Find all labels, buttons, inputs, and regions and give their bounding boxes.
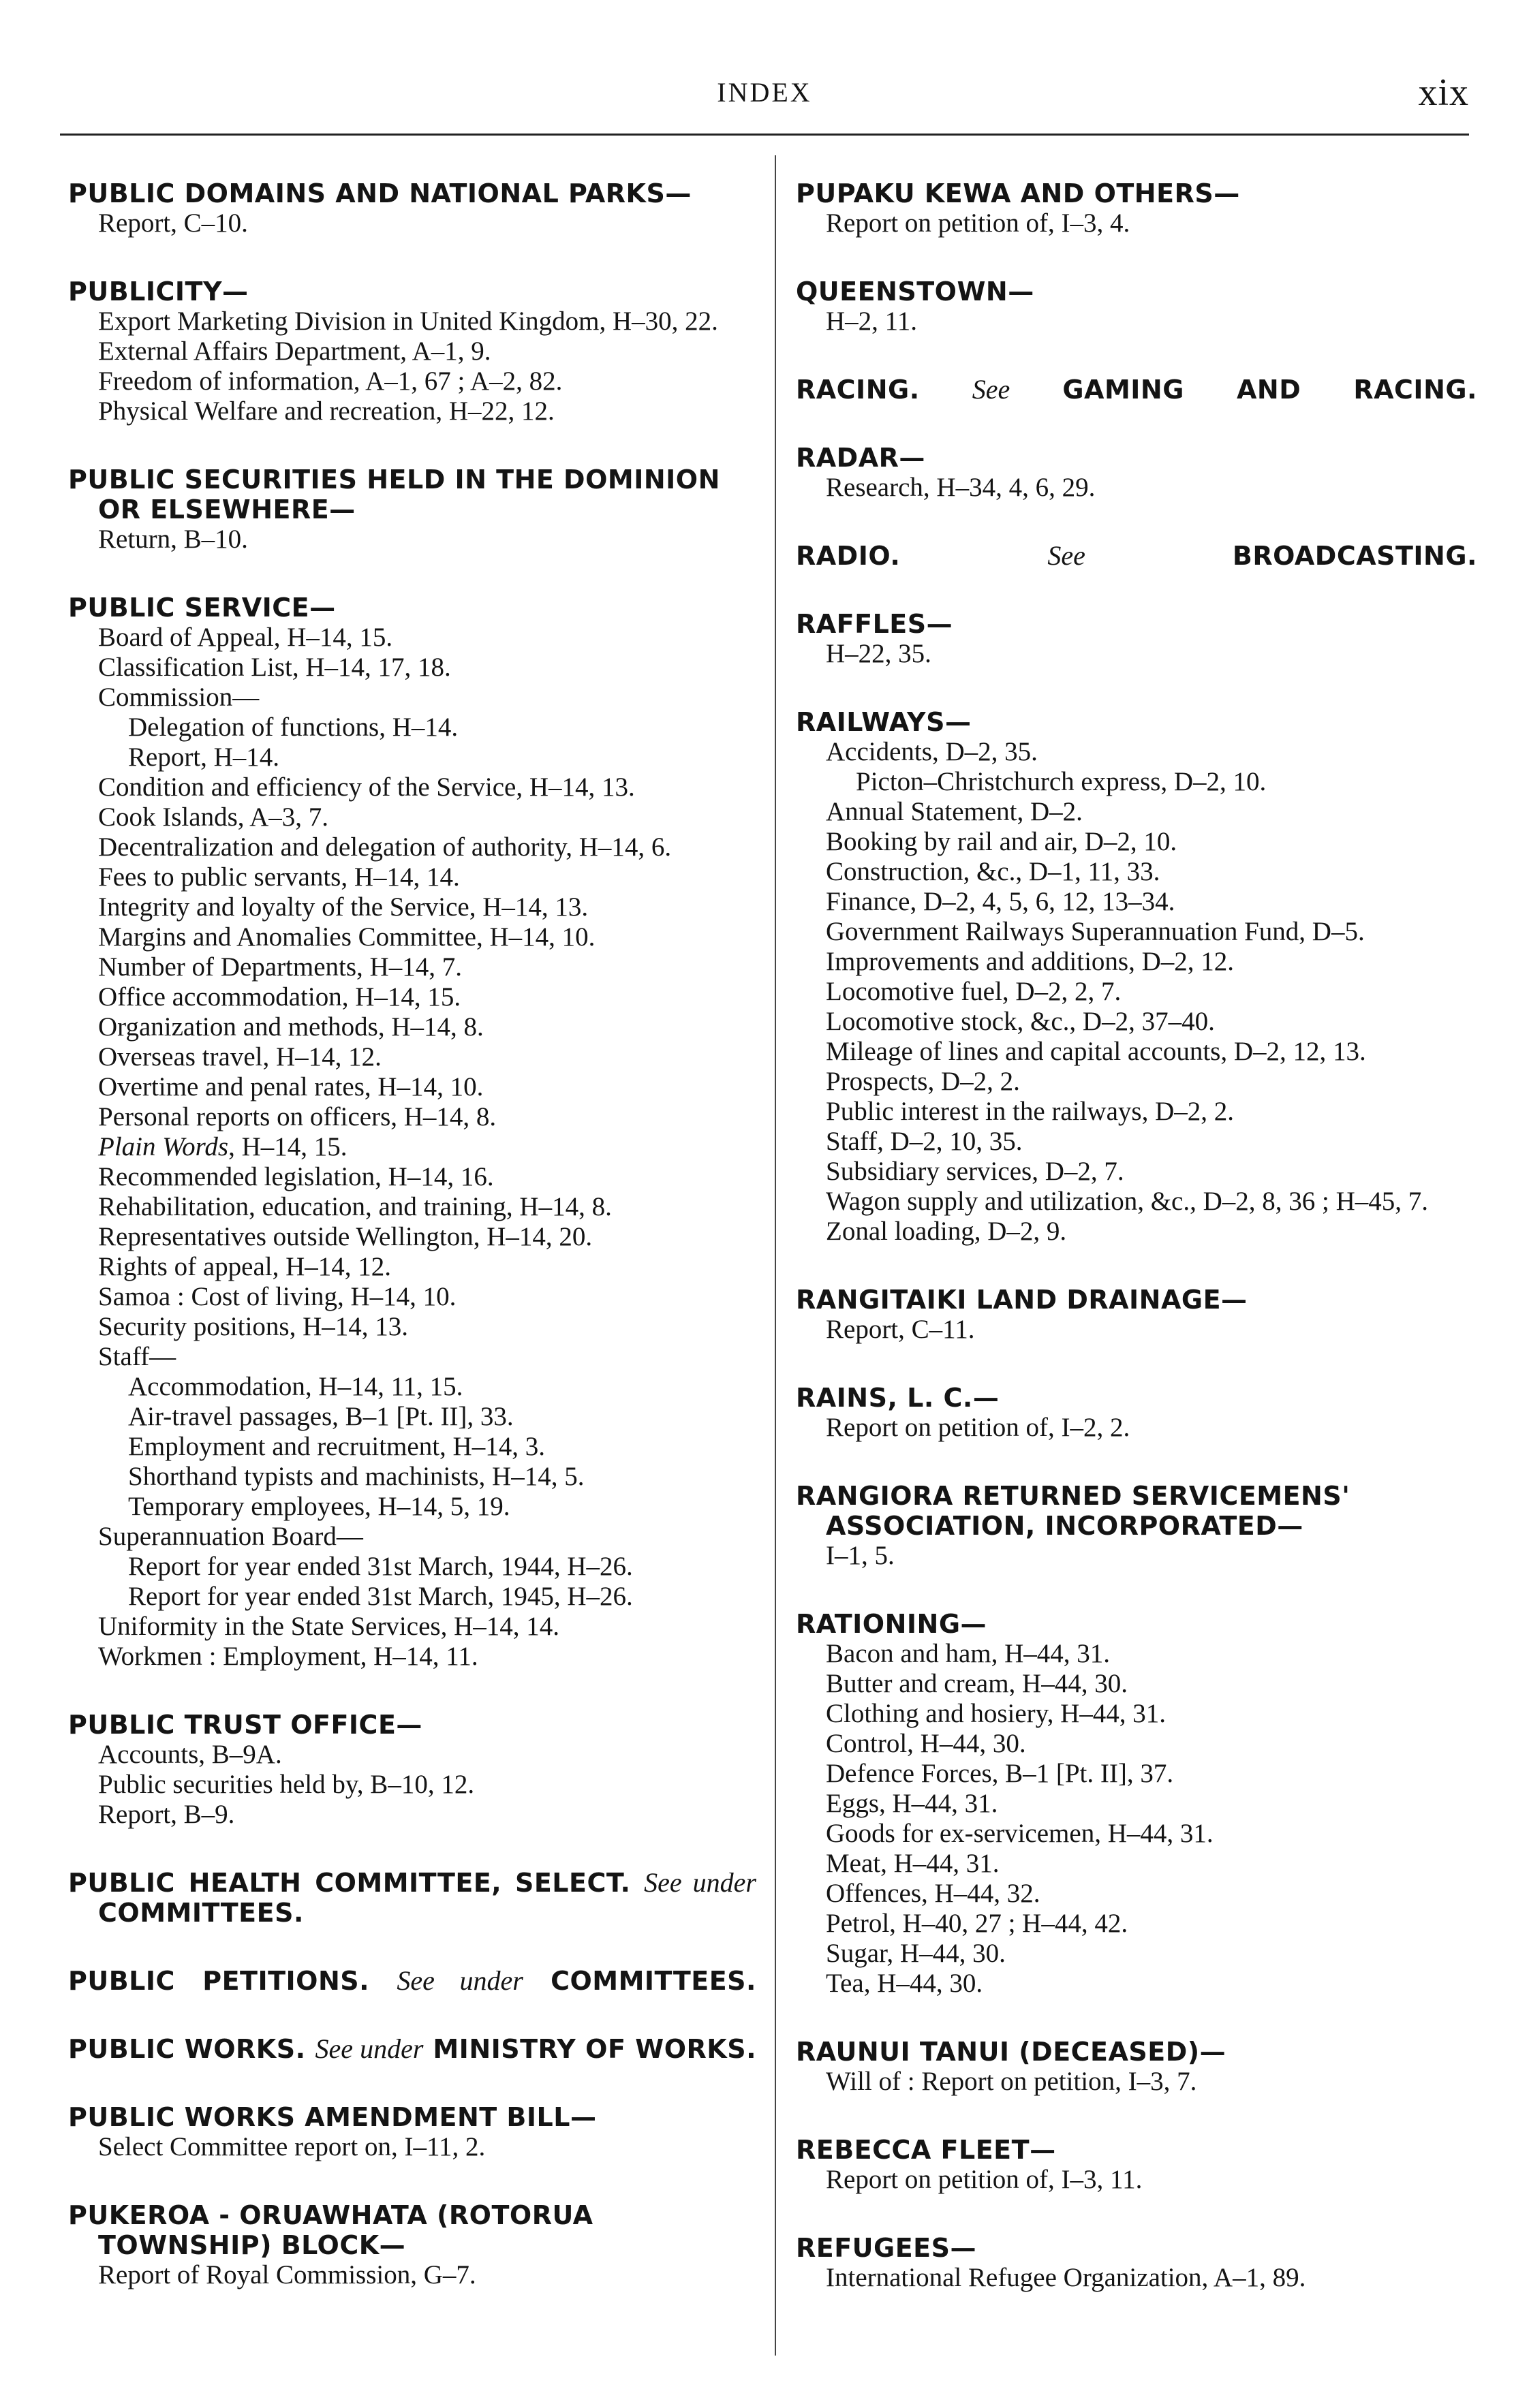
index-subentry: [68, 952, 756, 982]
entry-heading: [68, 1868, 756, 1928]
heading-text: PUBLIC WORKS AMENDMENT BILL—: [68, 2102, 597, 2132]
heading-text: RANGITAIKI LAND DRAINAGE—: [796, 1285, 1248, 1315]
index-subentry: [68, 653, 756, 683]
index-entry-radar: [796, 443, 1477, 503]
index-entry-raffles: [796, 609, 1477, 669]
index-subentry: [796, 977, 1477, 1007]
subentry-text: Report, H–14.: [128, 742, 280, 772]
subentry-text: Defence Forces, B–1 [Pt. II], 37.: [826, 1759, 1174, 1788]
index-subentry: [796, 767, 1477, 797]
subentry-text: Staff, D–2, 10, 35.: [826, 1127, 1023, 1156]
index-subentry: [796, 1187, 1477, 1217]
index-entry-public-trust-office: [68, 1710, 756, 1830]
index-entry-rationing: [796, 1609, 1477, 1999]
index-subentry: [796, 1127, 1477, 1157]
index-subentry: [68, 982, 756, 1012]
index-subentry: [68, 742, 756, 772]
index-subentry: [68, 832, 756, 862]
index-entry-rangiora-returned-servicemens-association-incorp: [796, 1481, 1477, 1571]
index-subentry: [68, 1462, 756, 1492]
index-subentry: [68, 623, 756, 653]
index-subentry: [68, 1552, 756, 1582]
index-subentry: [68, 1522, 756, 1552]
index-entry-public-petitions: [68, 1966, 756, 1996]
index-subentry: [68, 2132, 756, 2162]
subentry-text: Workmen : Employment, H–14, 11.: [98, 1642, 478, 1671]
subentry-text: Air-travel passages, B–1 [Pt. II], 33.: [128, 1402, 514, 1431]
see-reference: See under: [644, 1867, 757, 1898]
index-entry-public-service: [68, 593, 756, 1672]
index-entry-pupaku-kewa-and-others: [796, 178, 1477, 238]
entry-heading: [796, 1383, 1477, 1413]
entry-heading: [68, 465, 756, 525]
subentry-text: Clothing and hosiery, H–44, 31.: [826, 1699, 1167, 1728]
index-subentry: [796, 307, 1477, 337]
index-subentry: [796, 2263, 1477, 2293]
index-subentry: [68, 1642, 756, 1672]
index-entry-refugees: [796, 2233, 1477, 2293]
subentry-text: Report on petition of, I–3, 11.: [826, 2165, 1143, 2194]
cross-reference-target: BROADCASTING.: [1232, 541, 1477, 571]
subentry-text: Overtime and penal rates, H–14, 10.: [98, 1072, 484, 1101]
subentry-text: Overseas travel, H–14, 12.: [98, 1042, 382, 1072]
subentry-text: Report of Royal Commission, G–7.: [98, 2260, 476, 2289]
index-subentry: [68, 922, 756, 952]
entry-heading: [68, 2034, 756, 2064]
subentry-text: H–22, 35.: [826, 639, 931, 668]
subentry-text: Physical Welfare and recreation, H–22, 12.: [98, 396, 555, 426]
index-entry-publicity: [68, 277, 756, 426]
index-subentry: [796, 1909, 1477, 1939]
index-subentry: [796, 1007, 1477, 1037]
index-entry-public-works-amendment-bill: [68, 2102, 756, 2162]
index-subentry: [68, 307, 756, 337]
see-reference: See under: [397, 1965, 523, 1996]
subentry-text: Eggs, H–44, 31.: [826, 1789, 998, 1818]
entry-heading: [796, 2233, 1477, 2263]
index-entry-pukeroa-oruawhata-rotorua-township-block: [68, 2200, 756, 2290]
heading-text: PUBLIC TRUST OFFICE—: [68, 1710, 422, 1740]
entry-heading: [796, 277, 1477, 307]
index-subentry: [796, 2165, 1477, 2195]
see-reference: See: [972, 374, 1010, 405]
index-subentry: [68, 1770, 756, 1800]
subentry-text: Recommended legislation, H–14, 16.: [98, 1162, 494, 1191]
index-subentry: [796, 1939, 1477, 1969]
index-subentry: [796, 473, 1477, 503]
index-subentry: [796, 1759, 1477, 1789]
subentry-text: Rehabilitation, education, and training, H–14, 8.: [98, 1192, 612, 1221]
subentry-text: Control, H–44, 30.: [826, 1729, 1026, 1758]
index-subentry: [68, 1072, 756, 1102]
heading-text: PUBLICITY—: [68, 277, 249, 307]
entry-heading: [796, 443, 1477, 473]
heading-text: RACING.: [796, 375, 920, 405]
index-subentry: [796, 1729, 1477, 1759]
subentry-text: Staff—: [98, 1342, 176, 1371]
subentry-text: Export Marketing Division in United Kingdom, H–30, 22.: [98, 307, 718, 336]
heading-text: RANGIORA RETURNED SERVICEMENS' ASSOCIATION, INCORPORATED—: [796, 1481, 1350, 1541]
subentry-text: Public interest in the railways, D–2, 2.: [826, 1097, 1234, 1126]
index-entry-rebecca-fleet: [796, 2135, 1477, 2195]
subentry-text: Wagon supply and utilization, &c., D–2, 8, 36 ; H–45, 7.: [826, 1187, 1429, 1216]
index-subentry: [68, 1402, 756, 1432]
entry-heading: [68, 593, 756, 623]
subentry-text: Shorthand typists and machinists, H–14, 5.: [128, 1462, 585, 1491]
column-divider: [775, 155, 776, 2356]
index-entry-rains-l-c: [796, 1383, 1477, 1443]
index-subentry: [68, 1372, 756, 1402]
heading-text: RAILWAYS—: [796, 707, 972, 737]
right-column: [796, 178, 1477, 2331]
subentry-text: Public securities held by, B–10, 12.: [98, 1770, 475, 1799]
index-subentry: [796, 1879, 1477, 1909]
index-entry-raunui-tanui-deceased: [796, 2037, 1477, 2097]
entry-heading: [796, 541, 1477, 571]
subentry-text: Prospects, D–2, 2.: [826, 1067, 1020, 1096]
index-subentry: [796, 1097, 1477, 1127]
left-column: [68, 178, 756, 2328]
heading-text: PUBLIC SECURITIES HELD IN THE DOMINION OR ELSEWHERE—: [68, 465, 720, 525]
heading-text: PUBLIC HEALTH COMMITTEE, SELECT.: [68, 1868, 631, 1898]
index-subentry: [796, 827, 1477, 857]
index-subentry: [68, 1102, 756, 1132]
subentry-text: International Refugee Organization, A–1, 89.: [826, 2263, 1306, 2292]
subentry-text: Condition and efficiency of the Service, H–14, 13.: [98, 772, 635, 802]
subentry-text: Margins and Anomalies Committee, H–14, 10.: [98, 922, 596, 952]
subentry-text: Report for year ended 31st March, 1944, H–26.: [128, 1552, 633, 1581]
heading-text: REBECCA FLEET—: [796, 2135, 1056, 2165]
subentry-text: Tea, H–44, 30.: [826, 1969, 983, 1998]
index-subentry: [796, 1067, 1477, 1097]
subentry-text: Locomotive fuel, D–2, 2, 7.: [826, 977, 1122, 1006]
index-subentry: [796, 1639, 1477, 1669]
index-subentry: [796, 947, 1477, 977]
index-subentry: [796, 639, 1477, 669]
index-subentry: [796, 2067, 1477, 2097]
index-subentry: [68, 1612, 756, 1642]
entry-heading: [68, 1966, 756, 1996]
subentry-text: Personal reports on officers, H–14, 8.: [98, 1102, 497, 1131]
heading-text: RATIONING—: [796, 1609, 987, 1639]
index-subentry: [796, 1849, 1477, 1879]
index-subentry: [68, 1162, 756, 1192]
index-entry-public-domains-and-national-parks: [68, 178, 756, 238]
index-subentry: [68, 683, 756, 713]
index-subentry: [68, 525, 756, 554]
index-subentry: [68, 1252, 756, 1282]
heading-text: PUBLIC DOMAINS AND NATIONAL PARKS—: [68, 178, 692, 208]
subentry-text: Report on petition of, I–3, 4.: [826, 208, 1130, 238]
subentry-text: Report, C–11.: [826, 1315, 975, 1344]
subentry-text: Will of : Report on petition, I–3, 7.: [826, 2067, 1197, 2096]
heading-text: RADIO.: [796, 541, 901, 571]
subentry-text: Security positions, H–14, 13.: [98, 1312, 408, 1341]
subentry-text: Office accommodation, H–14, 15.: [98, 982, 461, 1012]
heading-text: PUBLIC PETITIONS.: [68, 1966, 370, 1996]
subentry-text: Subsidiary services, D–2, 7.: [826, 1157, 1124, 1186]
index-subentry: [796, 1819, 1477, 1849]
index-subentry: [68, 337, 756, 366]
index-subentry: [796, 1315, 1477, 1345]
entry-heading: [68, 178, 756, 208]
subentry-text: Research, H–34, 4, 6, 29.: [826, 473, 1096, 502]
index-entry-radio: [796, 541, 1477, 571]
subentry-text: Cook Islands, A–3, 7.: [98, 802, 329, 832]
heading-text: REFUGEES—: [796, 2233, 977, 2263]
subentry-text: Freedom of information, A–1, 67 ; A–2, 82.: [98, 366, 563, 396]
index-subentry: [68, 396, 756, 426]
index-subentry: [796, 1669, 1477, 1699]
index-subentry: [796, 1699, 1477, 1729]
subentry-text: Offences, H–44, 32.: [826, 1879, 1040, 1908]
subentry-text: , H–14, 15.: [228, 1132, 348, 1161]
subentry-text: Board of Appeal, H–14, 15.: [98, 623, 393, 652]
subentry-text: Fees to public servants, H–14, 14.: [98, 862, 460, 892]
subentry-text: Zonal loading, D–2, 9.: [826, 1217, 1067, 1246]
subentry-text: Mileage of lines and capital accounts, D–2, 12, 13.: [826, 1037, 1366, 1066]
running-head: INDEX: [717, 77, 812, 108]
index-subentry: [68, 1282, 756, 1312]
entry-heading: [68, 2102, 756, 2132]
subentry-text: Number of Departments, H–14, 7.: [98, 952, 462, 982]
entry-heading: [68, 277, 756, 307]
entry-heading: [796, 1481, 1477, 1541]
entry-heading: [796, 707, 1477, 737]
subentry-text: Decentralization and delegation of authority, H–14, 6.: [98, 832, 672, 862]
subentry-text: Sugar, H–44, 30.: [826, 1939, 1006, 1968]
entry-heading: [796, 2037, 1477, 2067]
index-entry-public-securities-held-in-the-dominion-or-elsewh: [68, 465, 756, 554]
subentry-text: Butter and cream, H–44, 30.: [826, 1669, 1128, 1698]
heading-text: PUPAKU KEWA AND OTHERS—: [796, 178, 1240, 208]
subentry-text: H–2, 11.: [826, 307, 917, 336]
cross-reference-target: GAMING AND RACING.: [1062, 375, 1477, 405]
entry-heading: [796, 178, 1477, 208]
entry-heading: [796, 609, 1477, 639]
index-subentry: [68, 1012, 756, 1042]
cross-reference-target: COMMITTEES.: [98, 1898, 304, 1928]
index-subentry: [68, 366, 756, 396]
cross-reference-target: COMMITTEES.: [551, 1966, 756, 1996]
index-subentry: [796, 1969, 1477, 1999]
subentry-text: Meat, H–44, 31.: [826, 1849, 1000, 1878]
entry-heading: [68, 2200, 756, 2260]
subentry-text: Construction, &c., D–1, 11, 33.: [826, 857, 1160, 886]
subentry-title: Plain Words: [98, 1132, 229, 1161]
subentry-text: Organization and methods, H–14, 8.: [98, 1012, 484, 1042]
entry-heading: [796, 375, 1477, 405]
subentry-text: Accounts, B–9A.: [98, 1740, 282, 1769]
heading-text: RADAR—: [796, 443, 925, 473]
index-subentry: [796, 208, 1477, 238]
index-subentry: [796, 917, 1477, 947]
index-entry-rangitaiki-land-drainage: [796, 1285, 1477, 1345]
index-subentry: [68, 1042, 756, 1072]
index-subentry: [68, 772, 756, 802]
index-subentry: [68, 1132, 756, 1162]
index-subentry: [796, 1789, 1477, 1819]
subentry-text: External Affairs Department, A–1, 9.: [98, 337, 491, 366]
subentry-text: Report for year ended 31st March, 1945, H–26.: [128, 1582, 633, 1611]
page-number: xix: [1418, 72, 1469, 114]
subentry-text: I–1, 5.: [826, 1541, 895, 1570]
index-entry-queenstown: [796, 277, 1477, 337]
see-reference: See: [1047, 540, 1085, 571]
subentry-text: Picton–Christchurch express, D–2, 10.: [856, 767, 1267, 796]
index-entry-racing: [796, 375, 1477, 405]
index-subentry: [68, 802, 756, 832]
subentry-text: Uniformity in the State Services, H–14, 14.: [98, 1612, 559, 1641]
subentry-text: Report, C–10.: [98, 208, 248, 238]
index-subentry: [796, 1541, 1477, 1571]
index-subentry: [68, 2260, 756, 2290]
index-subentry: [796, 1157, 1477, 1187]
index-subentry: [68, 1740, 756, 1770]
heading-text: RAFFLES—: [796, 609, 953, 639]
subentry-text: Improvements and additions, D–2, 12.: [826, 947, 1234, 976]
heading-text: RAUNUI TANUI (DECEASED)—: [796, 2037, 1226, 2067]
index-subentry: [68, 1312, 756, 1342]
index-subentry: [796, 857, 1477, 887]
index-subentry: [796, 1217, 1477, 1247]
entry-heading: [68, 1710, 756, 1740]
heading-text: QUEENSTOWN—: [796, 277, 1034, 307]
subentry-text: Locomotive stock, &c., D–2, 37–40.: [826, 1007, 1215, 1036]
subentry-text: Bacon and ham, H–44, 31.: [826, 1639, 1111, 1668]
subentry-text: Superannuation Board—: [98, 1522, 363, 1551]
subentry-text: Representatives outside Wellington, H–14, 20.: [98, 1222, 593, 1251]
subentry-text: Booking by rail and air, D–2, 10.: [826, 827, 1177, 856]
index-subentry: [68, 1342, 756, 1372]
subentry-text: Accommodation, H–14, 11, 15.: [128, 1372, 463, 1401]
index-subentry: [796, 797, 1477, 827]
subentry-text: Government Railways Superannuation Fund, D–5.: [826, 917, 1365, 946]
subentry-text: Classification List, H–14, 17, 18.: [98, 653, 451, 682]
subentry-text: Commission—: [98, 683, 260, 712]
index-subentry: [68, 892, 756, 922]
index-subentry: [68, 862, 756, 892]
index-entry-public-works: [68, 2034, 756, 2064]
heading-text: PUBLIC WORKS.: [68, 2034, 306, 2064]
index-subentry: [796, 887, 1477, 917]
index-subentry: [796, 737, 1477, 767]
subentry-text: Samoa : Cost of living, H–14, 10.: [98, 1282, 457, 1311]
index-subentry: [68, 1192, 756, 1222]
index-subentry: [68, 208, 756, 238]
entry-heading: [796, 1285, 1477, 1315]
index-subentry: [796, 1413, 1477, 1443]
index-entry-railways: [796, 707, 1477, 1247]
cross-reference-target: MINISTRY OF WORKS.: [433, 2034, 757, 2064]
heading-text: PUBLIC SERVICE—: [68, 593, 336, 623]
header-rule: [60, 134, 1469, 136]
index-subentry: [68, 1492, 756, 1522]
index-subentry: [68, 1222, 756, 1252]
entry-heading: [796, 1609, 1477, 1639]
subentry-text: Goods for ex-servicemen, H–44, 31.: [826, 1819, 1214, 1848]
index-subentry: [68, 1582, 756, 1612]
subentry-text: Integrity and loyalty of the Service, H–14, 13.: [98, 892, 589, 922]
subentry-text: Temporary employees, H–14, 5, 19.: [128, 1492, 510, 1521]
see-reference: See under: [315, 2033, 424, 2064]
heading-text: RAINS, L. C.—: [796, 1383, 1000, 1413]
subentry-text: Employment and recruitment, H–14, 3.: [128, 1432, 545, 1461]
index-subentry: [68, 713, 756, 742]
subentry-text: Accidents, D–2, 35.: [826, 737, 1038, 766]
subentry-text: Annual Statement, D–2.: [826, 797, 1083, 826]
subentry-text: Return, B–10.: [98, 525, 248, 554]
index-subentry: [68, 1800, 756, 1830]
subentry-text: Report on petition of, I–2, 2.: [826, 1413, 1130, 1442]
index-subentry: [68, 1432, 756, 1462]
subentry-text: Rights of appeal, H–14, 12.: [98, 1252, 392, 1281]
subentry-text: Finance, D–2, 4, 5, 6, 12, 13–34.: [826, 887, 1175, 916]
subentry-text: Select Committee report on, I–11, 2.: [98, 2132, 486, 2161]
subentry-text: Report, B–9.: [98, 1800, 235, 1829]
subentry-text: Delegation of functions, H–14.: [128, 713, 459, 742]
subentry-text: Petrol, H–40, 27 ; H–44, 42.: [826, 1909, 1128, 1938]
index-subentry: [796, 1037, 1477, 1067]
entry-heading: [796, 2135, 1477, 2165]
heading-text: PUKEROA - ORUAWHATA (ROTORUA TOWNSHIP) BLOCK—: [68, 2200, 593, 2260]
index-entry-public-health-committee-select: [68, 1868, 756, 1928]
